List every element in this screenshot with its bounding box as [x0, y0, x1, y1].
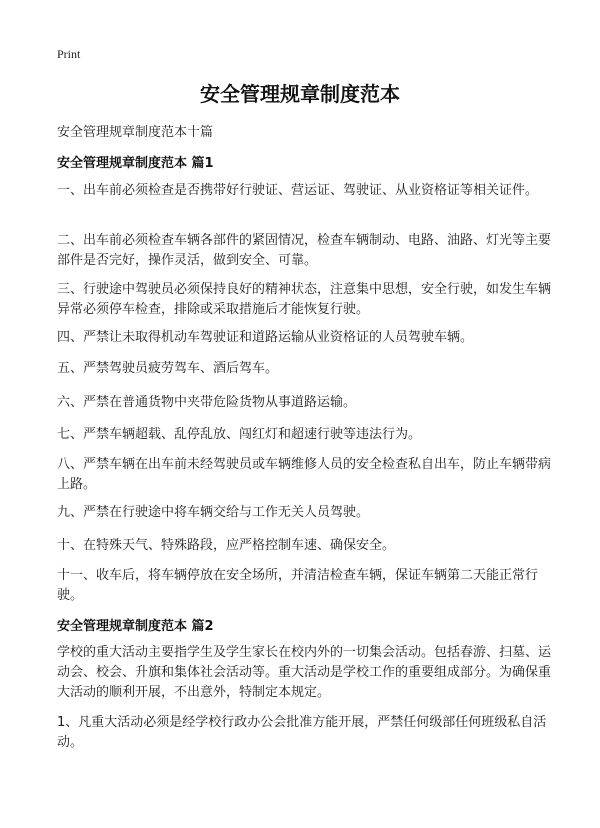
- paragraph: 七、严禁车辆超载、乱停乱放、闯红灯和超速行驶等违法行为。: [57, 427, 422, 442]
- paragraph: 五、严禁驾驶员疲劳驾车、酒后驾车。: [57, 361, 279, 376]
- paragraph: 一、出车前必须检查是否携带好行驶证、营运证、驾驶证、从业资格证等相关证件。: [57, 183, 539, 198]
- paragraph: 三、行驶途中驾驶员必须保持良好的精神状态，注意集中思想，安全行驶，如发生车辆异常必须停车检查，排除或采取措施后才能恢复行驶。: [57, 282, 552, 317]
- page-title: 安全管理规章制度范本: [200, 82, 400, 106]
- paragraph: 九、严禁在行驶途中将车辆交给与工作无关人员驾驶。: [57, 505, 370, 520]
- print-link[interactable]: Print: [57, 47, 81, 61]
- section-heading-1: 安全管理规章制度范本 篇1: [57, 156, 214, 171]
- paragraph: 学校的重大活动主要指学生及学生家长在校内外的一切集会活动。包括春游、扫墓、运动会、校会、升旗和集体社会活动等。重大活动是学校工作的重要组成部分。为确保重大活动的顺利开展，不出意外，特制定本规定。: [57, 645, 552, 700]
- section-heading-2: 安全管理规章制度范本 篇2: [57, 619, 214, 634]
- paragraph: 1、凡重大活动必须是经学校行政办公会批准方能开展，严禁任何级部任何班级私自活动。: [57, 715, 547, 750]
- paragraph: 四、严禁让未取得机动车驾驶证和道路运输从业资格证的人员驾驶车辆。: [57, 330, 474, 345]
- paragraph: 十一、收车后，将车辆停放在安全场所，并清洁检查车辆，保证车辆第二天能正常行驶。: [57, 568, 539, 603]
- paragraph: 八、严禁车辆在出车前未经驾驶员或车辆维修人员的安全检查私自出车，防止车辆带病上路。: [57, 457, 552, 492]
- paragraph: 十、在特殊天气、特殊路段，应严格控制车速、确保安全。: [57, 538, 396, 553]
- paragraph: 六、严禁在普通货物中夹带危险货物从事道路运输。: [57, 395, 357, 410]
- paragraph: 二、出车前必须检查车辆各部件的紧固情况，检查车辆制动、电路、油路、灯光等主要部件是否完好，操作灵活，做到安全、可靠。: [57, 233, 552, 268]
- document-subtitle: 安全管理规章制度范本十篇: [57, 125, 214, 140]
